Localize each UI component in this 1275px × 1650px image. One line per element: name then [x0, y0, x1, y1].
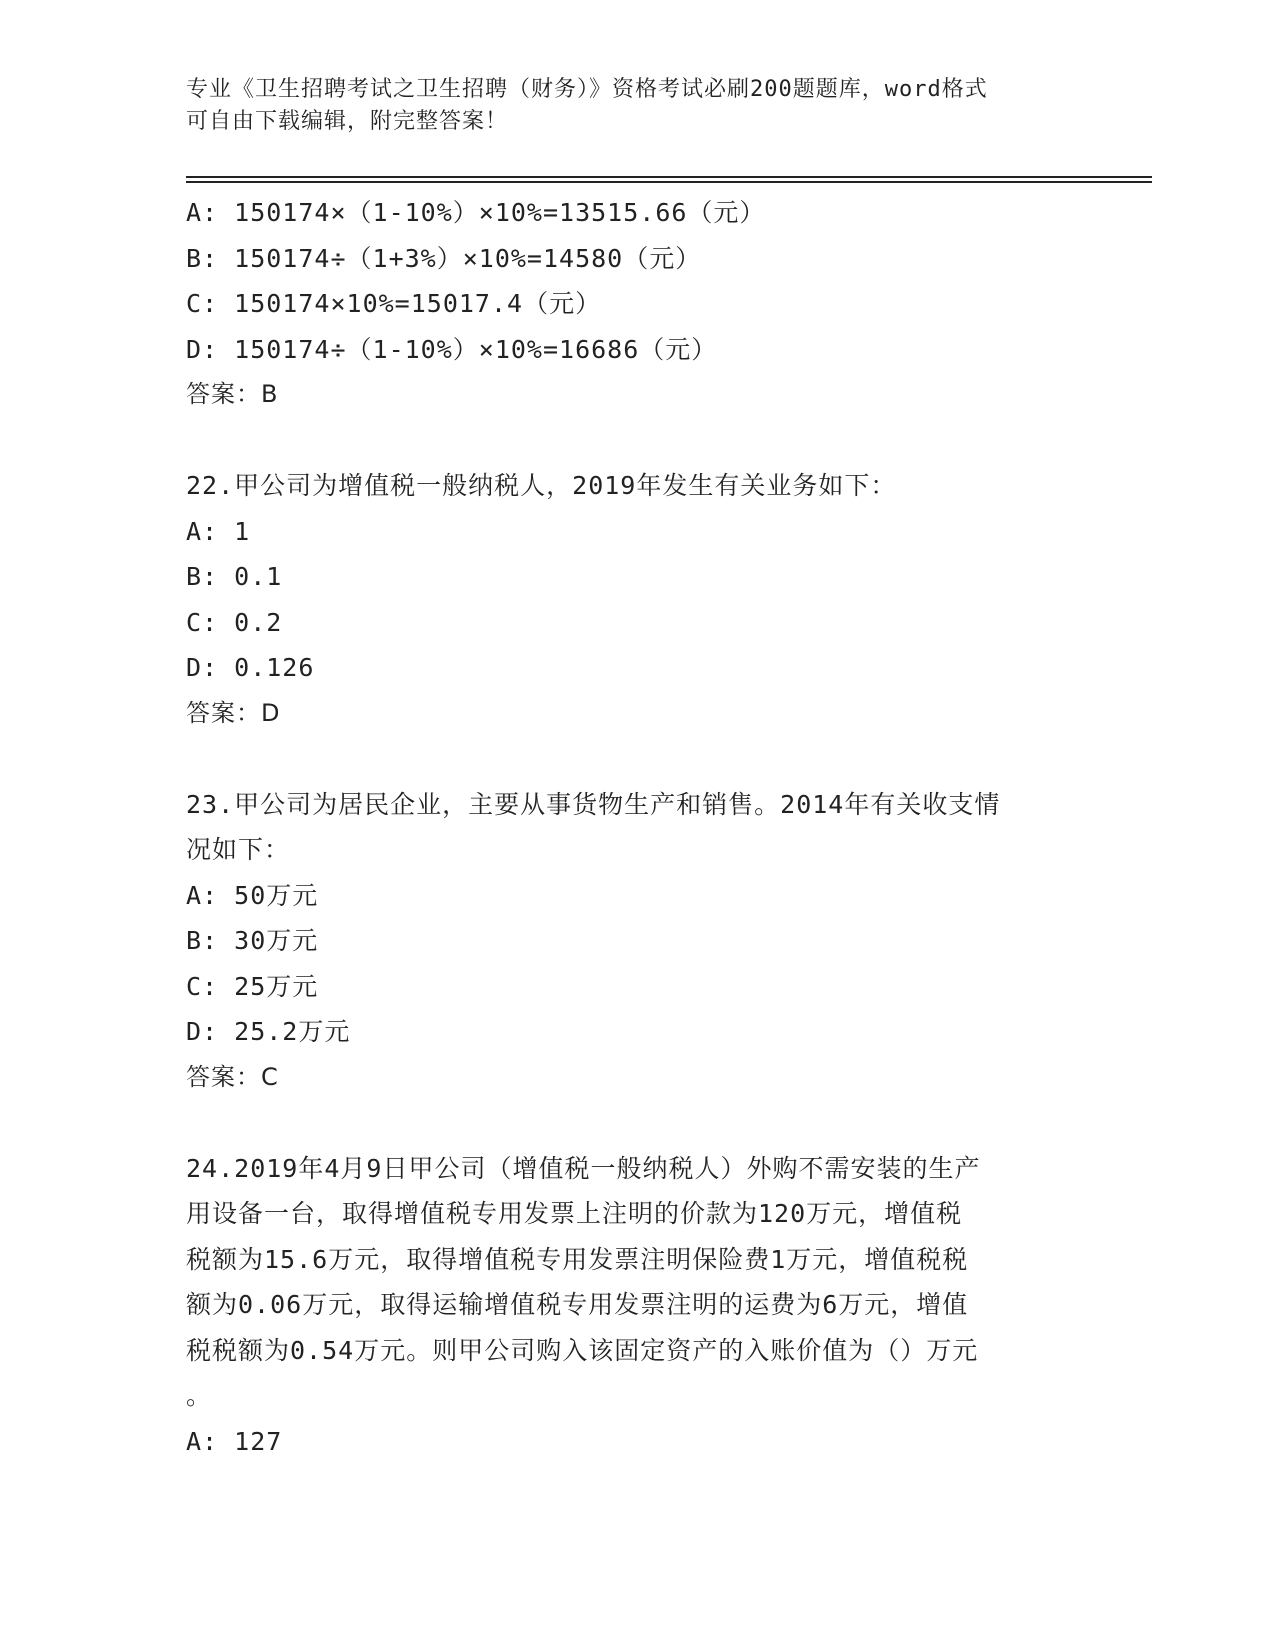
q24-option-a: A: 127 — [186, 1426, 283, 1456]
q24-question-line-3: 税额为15.6万元，取得增值税专用发票注明保险费1万元，增值税税 — [186, 1244, 969, 1274]
header-divider-top — [186, 176, 1152, 178]
q24-question-line-2: 用设备一台，取得增值税专用发票上注明的价款为120万元，增值税 — [186, 1199, 963, 1228]
q21-answer: 答案：B — [186, 380, 279, 408]
question-24-block — [186, 1146, 1086, 1465]
q23-answer: 答案：C — [186, 1062, 279, 1091]
q22-option-d: D: 0.126 — [186, 653, 315, 682]
header-line-1: 专业《卫生招聘考试之卫生招聘（财务）》资格考试必刷200题题库，word格式 — [186, 77, 988, 102]
q22-option-a: A: 1 — [186, 516, 251, 546]
question-22-block — [186, 463, 1086, 736]
question-21-block — [186, 190, 1086, 418]
q24-question-line-5: 税税额为0.54万元。则甲公司购入该固定资产的入账价值为（）万元 — [186, 1335, 979, 1365]
q23-question-line-1: 23.甲公司为居民企业，主要从事货物生产和销售。2014年有关收支情 — [186, 789, 1001, 819]
q22-option-c: C: 0.2 — [186, 607, 283, 637]
q22-option-b: B: 0.1 — [186, 562, 283, 591]
document-body — [186, 190, 1086, 1464]
q24-question-line-1: 24.2019年4月9日甲公司（增值税一般纳税人）外购不需安装的生产 — [186, 1153, 981, 1183]
q22-answer: 答案：D — [186, 698, 281, 727]
document-header — [186, 74, 1066, 138]
q23-option-c: C: 25万元 — [186, 971, 319, 1001]
spacer — [186, 736, 1086, 782]
q23-question-line-2: 况如下： — [186, 835, 291, 864]
spacer — [186, 1100, 1086, 1146]
q24-question-line-4: 额为0.06万元，取得运输增值税专用发票注明的运费为6万元，增值 — [186, 1290, 969, 1319]
question-23-block — [186, 782, 1086, 1101]
spacer — [186, 418, 1086, 464]
q23-option-d: D: 25.2万元 — [186, 1017, 351, 1046]
q22-question: 22.甲公司为增值税一般纳税人，2019年发生有关业务如下： — [186, 471, 897, 500]
header-line-2: 可自由下载编辑，附完整答案！ — [186, 109, 509, 134]
q21-option-b: B: 150174÷（1+3%）×10%=14580（元） — [186, 243, 702, 273]
q24-question-line-6: 。 — [186, 1381, 213, 1410]
q21-option-c: C: 150174×10%=15017.4（元） — [186, 289, 602, 318]
q21-option-a: A: 150174×（1-10%）×10%=13515.66（元） — [186, 198, 766, 227]
q23-option-b: B: 30万元 — [186, 926, 319, 955]
header-divider-bottom — [186, 181, 1152, 183]
q21-option-d: D: 150174÷（1-10%）×10%=16686（元） — [186, 334, 718, 364]
q23-option-a: A: 50万元 — [186, 880, 319, 910]
